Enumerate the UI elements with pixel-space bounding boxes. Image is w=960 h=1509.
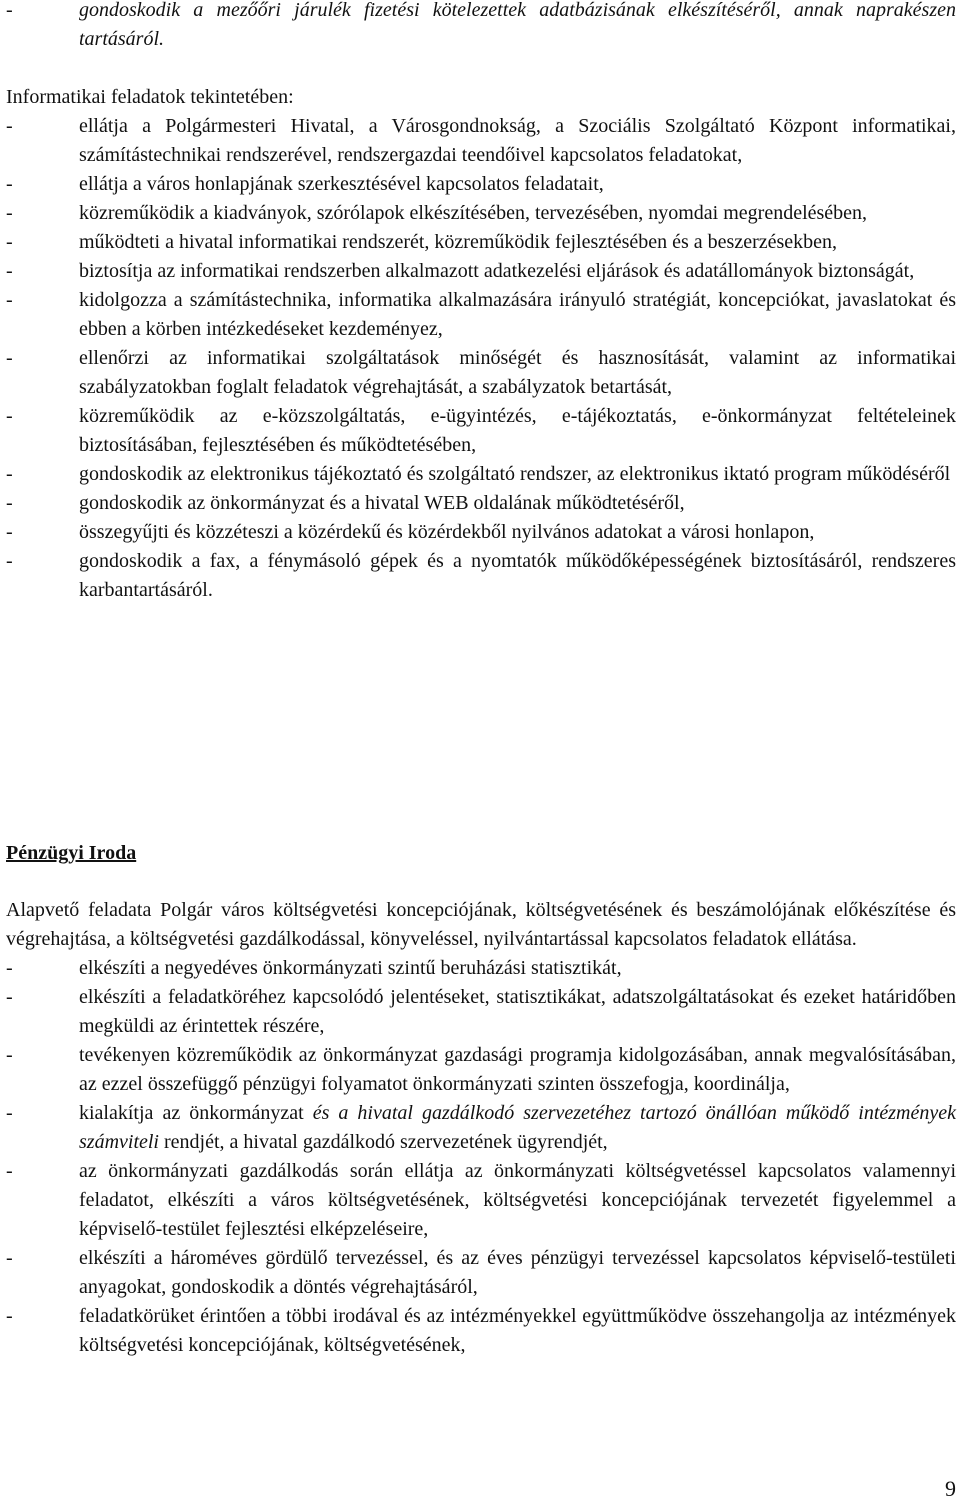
bullet-dash: - bbox=[6, 1102, 13, 1124]
list-item bbox=[0, 983, 960, 1041]
list-item-text: összegyűjti és közzéteszi a közérdekű és közérdekből nyilvános adatokat a városi honlapon, bbox=[79, 521, 815, 543]
bullet-dash: - bbox=[6, 1160, 13, 1182]
list-item-text: az önkormányzati gazdálkodás során ellátja az önkormányzati költségvetéssel kapcsolatos valamennyi feladatot, elkészíti a város költségvetésének, költségvetési koncepciójának tervezetét figyelemmel a képviselő-testület fejlesztési elképzeléseire, bbox=[79, 1160, 956, 1240]
bullet-dash: - bbox=[6, 1044, 13, 1066]
bullet-dash: - bbox=[6, 0, 13, 21]
bullet-dash: - bbox=[6, 957, 13, 979]
list-item bbox=[0, 0, 960, 54]
it-intro: Informatikai feladatok tekintetében: bbox=[6, 86, 294, 108]
bullet-dash: - bbox=[6, 550, 13, 572]
text-plain-start: kialakítja az önkormányzat bbox=[79, 1102, 313, 1124]
list-item-text: elkészíti a negyedéves önkormányzati szintű beruházási statisztikát, bbox=[79, 957, 622, 979]
bullet-dash: - bbox=[6, 521, 13, 543]
text-plain-end: rendjét, a hivatal gazdálkodó szervezetének ügyrendjét, bbox=[159, 1131, 608, 1153]
bullet-dash: - bbox=[6, 289, 13, 311]
finance-intro: Alapvető feladata Polgár város költségvetési koncepciójának, költségvetésének és beszámolójának előkészítése és végrehajtása, a költségvetési gazdálkodással, könyveléssel, nyilvántartással kapcsolatos feladatok ellátása. bbox=[6, 899, 956, 950]
list-item-text: elkészíti a hároméves gördülő tervezéssel, és az éves pénzügyi tervezéssel kapcsolatos képviselő-testületi anyagokat, gondoskodik a döntés végrehajtásáról, bbox=[79, 1247, 956, 1298]
list-item bbox=[0, 1041, 960, 1099]
list-item-text: gondoskodik a mezőőri járulék fizetési kötelezettek adatbázisának elkészítéséről, annak naprakészen tartásáról. bbox=[79, 0, 956, 50]
list-item bbox=[0, 257, 960, 286]
list-item bbox=[0, 344, 960, 402]
list-item bbox=[0, 112, 960, 170]
list-item-text bbox=[79, 1099, 956, 1157]
bullet-dash: - bbox=[6, 986, 13, 1008]
list-item-text: ellenőrzi az informatikai szolgáltatások minőségét és hasznosítását, valamint az informatikai szabályzatokban foglalt feladatok végrehajtását, a szabályzatok betartását, bbox=[79, 347, 956, 398]
list-item bbox=[0, 1157, 960, 1244]
bullet-dash: - bbox=[6, 463, 13, 485]
list-item bbox=[0, 489, 960, 518]
finance-section bbox=[0, 896, 960, 1360]
list-item-text: gondoskodik a fax, a fénymásoló gépek és a nyomtatók működőképességének biztosításáról, rendszeres karbantartásáról. bbox=[79, 550, 956, 601]
list-item-text: közreműködik az e-közszolgáltatás, e-ügyintézés, e-tájékoztatás, e-önkormányzat feltételeinek biztosításában, fejlesztésében és működtetésében, bbox=[79, 405, 956, 456]
section-heading: Pénzügyi Iroda bbox=[6, 842, 137, 864]
list-item-text: elkészíti a feladatköréhez kapcsolódó jelentéseket, statisztikákat, adatszolgáltatásokat és ezeket határidőben megküldi az érintettek részére, bbox=[79, 986, 956, 1037]
list-item bbox=[0, 1302, 960, 1360]
bullet-dash: - bbox=[6, 492, 13, 514]
list-item-text: közreműködik a kiadványok, szórólapok elkészítésében, tervezésében, nyomdai megrendelésében, bbox=[79, 202, 868, 224]
finance-task-list bbox=[0, 954, 960, 1360]
list-item bbox=[0, 460, 960, 489]
text-italic: és a hivatal gazdálkodó szervezetéhez tartozó önállóan működő intézmények számviteli bbox=[79, 1102, 956, 1153]
list-item bbox=[0, 1099, 960, 1157]
list-item-text: gondoskodik az önkormányzat és a hivatal WEB oldalának működtetéséről, bbox=[79, 492, 685, 514]
page-number: 9 bbox=[945, 1476, 956, 1501]
list-item bbox=[0, 170, 960, 199]
list-item bbox=[0, 286, 960, 344]
bullet-dash: - bbox=[6, 231, 13, 253]
list-item-text: tevékenyen közreműködik az önkormányzat gazdasági programja kidolgozásában, annak megvalósításában, az ezzel összefüggő pénzügyi folyamatot önkormányzati szinten összefogja, koordinálja, bbox=[79, 1044, 956, 1095]
list-item-text: ellátja a város honlapjának szerkesztésével kapcsolatos feladatait, bbox=[79, 173, 604, 195]
list-item bbox=[0, 518, 960, 547]
list-item-text: működteti a hivatal informatikai rendszerét, közreműködik fejlesztésében és a beszerzésekben, bbox=[79, 231, 838, 253]
bullet-dash: - bbox=[6, 405, 13, 427]
bullet-dash: - bbox=[6, 1305, 13, 1327]
list-item bbox=[0, 954, 960, 983]
list-item bbox=[0, 547, 960, 605]
list-item-text: gondoskodik az elektronikus tájékoztató és szolgáltató rendszer, az elektronikus iktató program működéséről bbox=[79, 463, 951, 485]
list-item-text: kidolgozza a számítástechnika, informatika alkalmazására irányuló stratégiát, koncepciókat, javaslatokat és ebben a körben intézkedéseket kezdeményez, bbox=[79, 289, 956, 340]
list-item bbox=[0, 1244, 960, 1302]
list-item-text: ellátja a Polgármesteri Hivatal, a Városgondnokság, a Szociális Szolgáltató Központ informatikai, számítástechnikai rendszerével, rendszergazdai teendőivel kapcsolatos feladatokat, bbox=[79, 115, 956, 166]
bullet-dash: - bbox=[6, 202, 13, 224]
list-item-text: feladatkörüket érintően a többi irodával és az intézményekkel együttműködve összehangolja az intézmények költségvetési koncepciójának, költségvetésének, bbox=[79, 1305, 956, 1356]
bullet-dash: - bbox=[6, 115, 13, 137]
bullet-dash: - bbox=[6, 1247, 13, 1269]
bullet-dash: - bbox=[6, 260, 13, 282]
list-item bbox=[0, 228, 960, 257]
list-item bbox=[0, 402, 960, 460]
bullet-dash: - bbox=[6, 347, 13, 369]
list-item bbox=[0, 199, 960, 228]
it-section bbox=[0, 0, 960, 605]
it-task-list bbox=[0, 112, 960, 605]
bullet-dash: - bbox=[6, 173, 13, 195]
list-item-text: biztosítja az informatikai rendszerben alkalmazott adatkezelési eljárások és adatállományok biztonságát, bbox=[79, 260, 915, 282]
